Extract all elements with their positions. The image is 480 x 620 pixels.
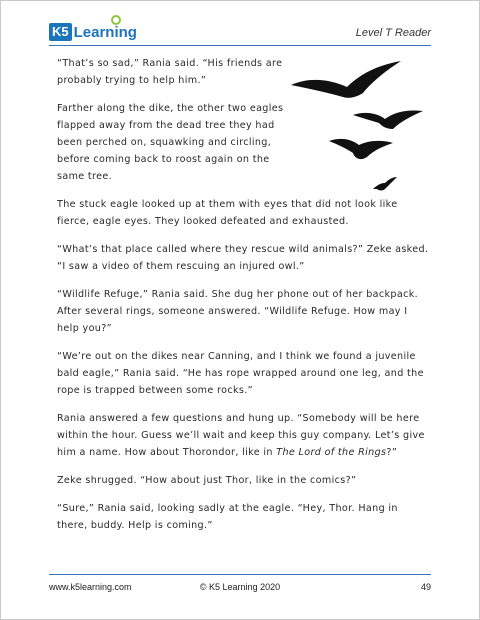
paragraph: Zeke shrugged. “How about just Thor, like in the comics?” bbox=[57, 475, 357, 486]
story-text bbox=[57, 55, 429, 545]
paragraph-text: ?” bbox=[386, 447, 398, 458]
paragraph: “Wildlife Refuge,” Rania said. She dug her phone out of her backpack. After several rings, someone answered. “Wildlife Refuge. How may I help you?” bbox=[57, 289, 419, 334]
footer-divider bbox=[49, 574, 431, 575]
paragraph: “That’s so sad,” Rania said. “His friends are probably trying to help him.” bbox=[57, 58, 283, 86]
paragraph: “What’s that place called where they rescue wild animals?” Zeke asked. “I saw a video of them rescuing an injured owl.” bbox=[57, 244, 429, 272]
logo-wordmark: Learning bbox=[73, 23, 137, 41]
paragraph: “Sure,” Rania said, looking sadly at the eagle. “Hey, Thor. Hang in there, buddy. Help is coming.” bbox=[57, 503, 398, 531]
page-header bbox=[49, 19, 431, 45]
page-footer bbox=[49, 582, 431, 596]
header-divider bbox=[49, 45, 431, 46]
paragraph: The stuck eagle looked up at them with eyes that did not look like fierce, eagle eyes. They looked defeated and exhausted. bbox=[57, 199, 398, 227]
paragraph-text: Rania answered a few questions and hung up. “Somebody will be here within the hour. Guess we’ll wait and keep this guy company. Let’s give him a name. How about Thorondor, like in bbox=[57, 413, 425, 458]
logo-k5-badge: K5 bbox=[49, 23, 72, 41]
k5-learning-logo[interactable] bbox=[49, 21, 137, 43]
gear-icon bbox=[111, 15, 121, 25]
paragraph bbox=[57, 410, 429, 461]
book-title: The Lord of the Rings bbox=[276, 447, 387, 458]
paragraph: Farther along the dike, the other two eagles flapped away from the dead tree they had been perched on, squawking and circling, before coming back to roost again on the same tree. bbox=[57, 103, 284, 182]
page-number: 49 bbox=[420, 582, 431, 592]
copyright: © K5 Learning 2020 bbox=[199, 582, 281, 592]
website-link[interactable]: www.k5learning.com bbox=[49, 582, 132, 592]
level-label: Level T Reader bbox=[355, 27, 431, 39]
paragraph: “We’re out on the dikes near Canning, and I think we found a juvenile bald eagle,” Rania said. “He has rope wrapped around one leg, and the rope is trapped between some rocks.” bbox=[57, 351, 424, 396]
